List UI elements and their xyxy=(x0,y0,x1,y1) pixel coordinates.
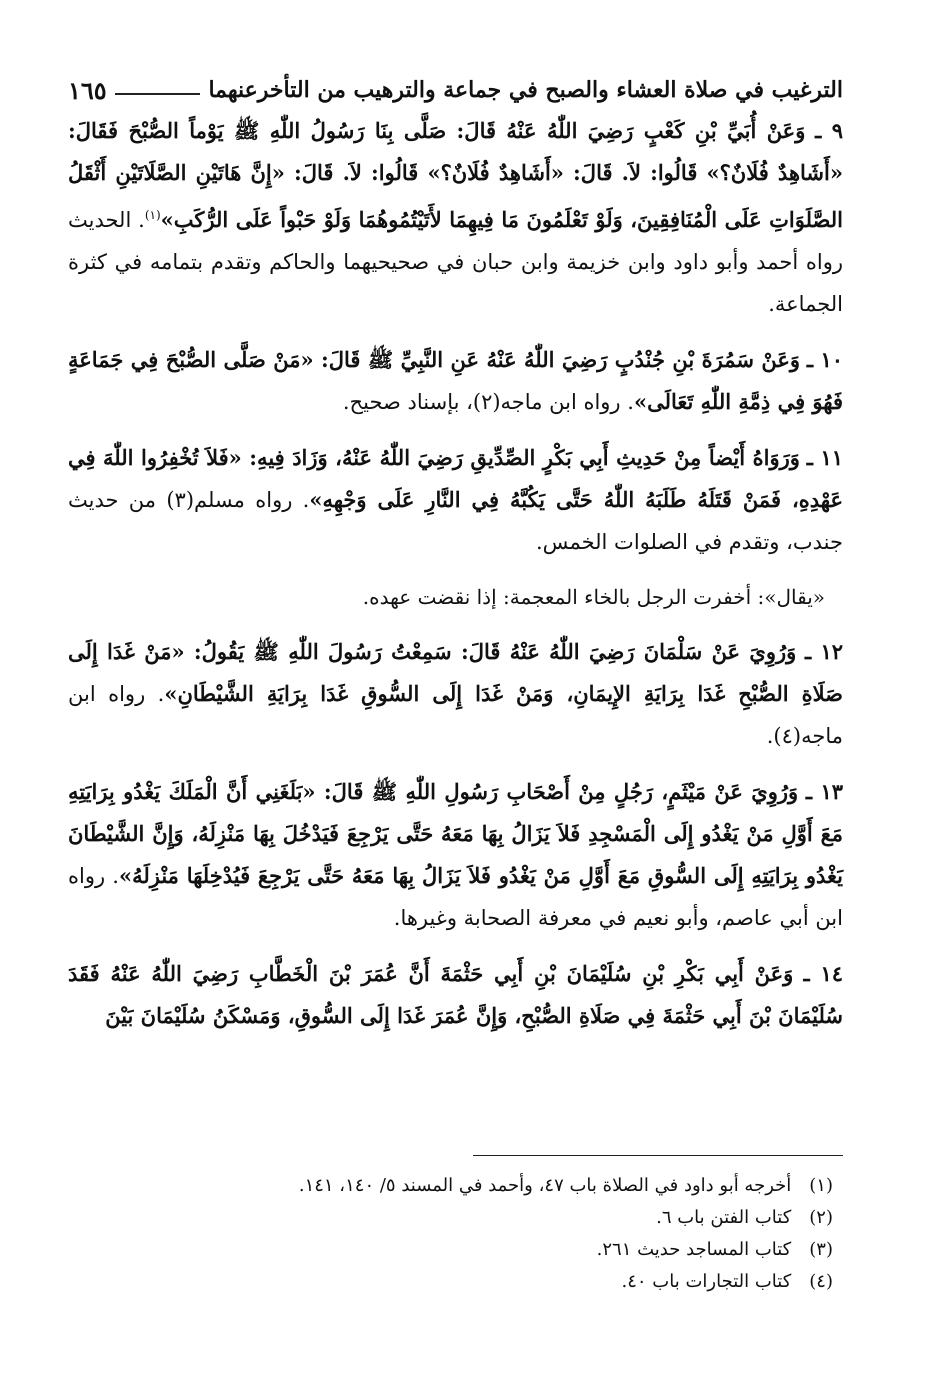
page-body xyxy=(68,70,843,1051)
page-number: ١٦٥ xyxy=(68,75,107,105)
footnotes xyxy=(68,1155,843,1298)
gloss-note: «يقال»: أخفرت الرجل بالخاء المعجمة: إذا نقضت عهده. xyxy=(362,585,825,609)
hadith-source: . الحديث رواه أحمد وأبو داود وابن خزيمة وابن حبان في صحيحيهما والحاكم وتقدم بتمامه في كثرة الجماعة. xyxy=(68,208,843,316)
running-title: الترغيب في صلاة العشاء والصبح في جماعة والترهيب من التأخرعنهما xyxy=(208,77,843,103)
hadith-text: وَرُوِيَ عَنْ سَلْمَانَ رَضِيَ اللّٰهُ عَنْهُ قَالَ: سَمِعْتُ رَسُولَ اللّٰهِ ﷺ يَقُولُ: «مَنْ غَدَا إِلَى صَلَاةِ الصُّبْحِ غَدَا بِرَايَةِ الإِيمَانِ، وَمَنْ غَدَا إِلَى السُّوقِ غَدَا بِرَايَةِ الشَّيْطَانِ» xyxy=(68,639,843,706)
hadith-paragraph-11 xyxy=(68,437,843,563)
footnote-number: (٤) xyxy=(809,1271,833,1292)
hadith-text: وَعَنْ سَمُرَةَ بْنِ جُنْدُبٍ رَضِيَ اللّٰهُ عَنْهُ عَنِ النَّبِيِّ ﷺ قَالَ: «مَنْ صَلَّى الصُّبْحَ فِي جَمَاعَةٍ فَهُوَ فِي ذِمَّةِ اللّٰهِ تَعَالَى» xyxy=(68,347,843,414)
footnote-text: كتاب الفتن باب ٦. xyxy=(656,1207,792,1228)
footnote-text: كتاب التجارات باب ٤٠. xyxy=(621,1271,792,1292)
hadith-number: ١١ ـ xyxy=(806,445,843,470)
footnote-number: (٢) xyxy=(809,1207,833,1228)
footnote-3 xyxy=(68,1234,843,1266)
hadith-number: ١٢ ـ xyxy=(804,639,843,664)
hadith-source: . رواه ابن ماجه(٢)، بإسناد صحيح. xyxy=(342,390,634,414)
footnote-separator xyxy=(473,1155,843,1156)
footnote-ref: (١) xyxy=(144,208,161,222)
footnote-4 xyxy=(68,1266,843,1298)
footnote-2 xyxy=(68,1202,843,1234)
hadith-paragraph-14 xyxy=(68,953,843,1037)
hadith-number: ٩ ـ xyxy=(815,118,843,143)
header-rule xyxy=(115,93,201,95)
hadith-number: ١٤ ـ xyxy=(803,961,843,986)
footnote-number: (٣) xyxy=(809,1239,833,1260)
hadith-text: وَعَنْ أُبَيِّ بْنِ كَعْبٍ رَضِيَ اللّٰهُ عَنْهُ قَالَ: صَلَّى بِنَا رَسُولُ اللّٰهِ ﷺ يَوْماً الصُّبْحَ فَقَالَ: «أَشَاهِدٌ فُلَانٌ؟» قَالُوا: لاَ. قَالَ: «أَشَاهِدٌ فُلَانٌ؟» قَالُوا: لاَ. قَالَ: «إِنَّ هَاتَيْنِ الصَّلَاتَيْنِ أَثْقَلُ الصَّلَوَاتِ عَلَى الْمُنَافِقِينَ، وَلَوْ تَعْلَمُونَ مَا فِيهِمَا لأَتَيْتُمُوهُمَا وَلَوْ حَبْواً عَلَى الرُّكَبِ» xyxy=(68,118,843,232)
hadith-paragraph-9 xyxy=(68,110,843,325)
footnote-number: (١) xyxy=(809,1175,833,1196)
hadith-number: ١٣ ـ xyxy=(805,779,843,804)
running-header xyxy=(68,70,843,110)
footnote-text: أخرجه أبو داود في الصلاة باب ٤٧، وأحمد في المسند ٥/ ١٤٠، ١٤١. xyxy=(298,1175,792,1196)
hadith-source: . رواه مسلم(٣) من حديث جندب، وتقدم في الصلوات الخمس. xyxy=(68,488,843,554)
hadith-text: وَرُوِيَ عَنْ مَيْثَمٍ، رَجُلٍ مِنْ أَصْحَابِ رَسُولِ اللّٰهِ ﷺ قَالَ: «بَلَغَنِي أَنَّ الْمَلَكَ يَغْدُو بِرَايَتِهِ مَعَ أَوَّلِ مَنْ يَغْدُو إِلَى الْمَسْجِدِ فَلاَ يَزَالُ بِهَا مَعَهُ حَتَّى يَرْجِعَ فَيَدْخُلَ بِهَا مَنْزِلَهُ، وَإِنَّ الشَّيْطَانَ يَغْدُو بِرَايَتِهِ إِلَى السُّوقِ مَعَ أَوَّلِ مَنْ يَغْدُو فَلاَ يَزَالُ بِهَا مَعَهُ حَتَّى يَرْجِعَ فَيُدْخِلَهَا مَنْزِلَهُ» xyxy=(68,779,843,888)
hadith-paragraph-10 xyxy=(68,339,843,423)
footnote-text: كتاب المساجد حديث ٢٦١. xyxy=(596,1239,792,1260)
hadith-number: ١٠ ـ xyxy=(806,347,843,372)
hadith-source: . رواه ابن ماجه(٤). xyxy=(68,682,843,748)
footnote-1 xyxy=(68,1170,843,1202)
hadith-text: وَرَوَاهُ أَيْضاً مِنْ حَدِيثِ أَبِي بَكْرٍ الصِّدِّيقِ رَضِيَ اللّٰهُ عَنْهُ، وَزَادَ فِيهِ: «فَلاَ تُخْفِرُوا اللّٰهَ فِي عَهْدِهِ، فَمَنْ قَتَلَهُ طَلَبَهُ اللّٰهُ حَتَّى يَكُبَّهُ فِي النَّارِ عَلَى وَجْهِهِ» xyxy=(68,445,844,512)
hadith-source: . رواه ابن أبي عاصم، وأبو نعيم في معرفة الصحابة وغيرها. xyxy=(68,864,843,930)
hadith-paragraph-12 xyxy=(68,631,843,757)
hadith-paragraph-13 xyxy=(68,771,843,939)
hadith-text: وَعَنْ أَبِي بَكْرِ بْنِ سُلَيْمَانَ بْنِ أَبِي حَثْمَةَ أَنَّ عُمَرَ بْنَ الْخَطَّابِ رَضِيَ اللّٰهُ عَنْهُ فَقَدَ سُلَيْمَانَ بْنَ أَبِي حَثْمَةَ فِي صَلَاةِ الصُّبْحِ، وَإِنَّ عُمَرَ غَدَا إِلَى السُّوقِ، وَمَسْكَنُ سُلَيْمَانَ بَيْنَ xyxy=(68,961,843,1028)
